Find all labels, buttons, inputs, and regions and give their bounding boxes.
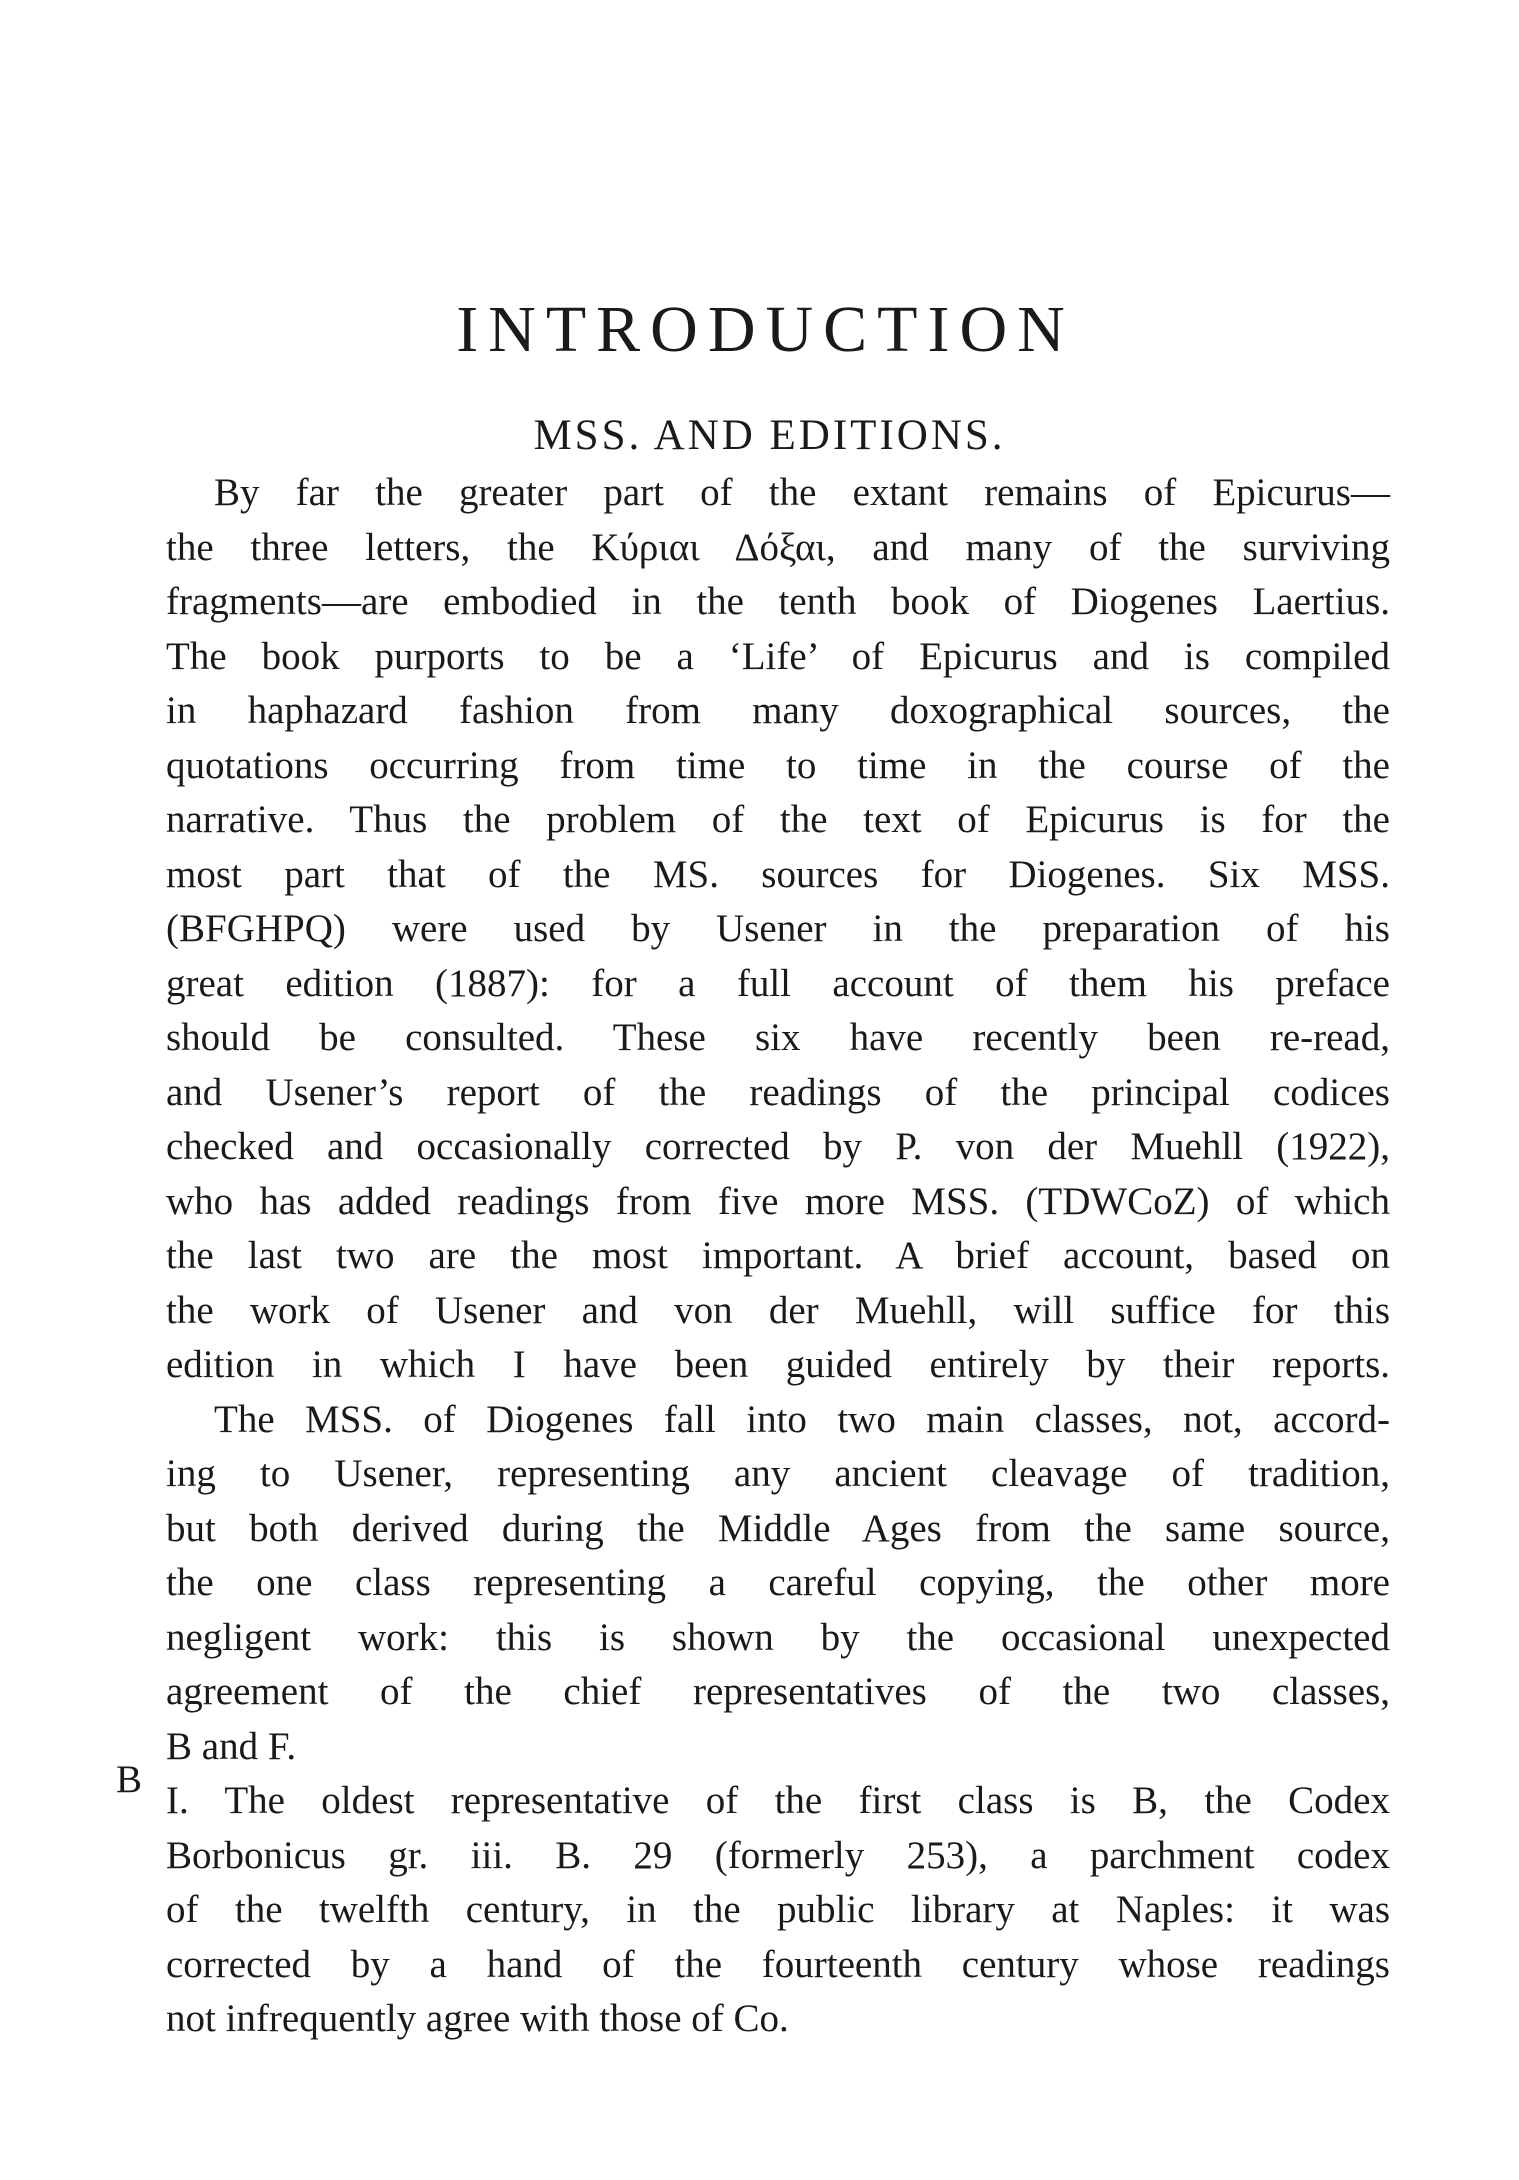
section-subtitle: MSS. AND EDITIONS. (533, 412, 1006, 459)
paragraph-2 (166, 1393, 1390, 1775)
text-line: in haphazard fashion from many doxographical sources, the (166, 689, 1390, 732)
text-line: ing to Usener, representing any ancient cleavage of tradition, (166, 1452, 1390, 1495)
text-line: but both derived during the Middle Ages from the same source, (166, 1506, 1390, 1550)
text-line: B and F. (166, 1724, 297, 1768)
text-line: and Usener’s report of the readings of the principal codices (166, 1070, 1390, 1114)
text-line: not infrequently agree with those of Co. (166, 1997, 789, 2040)
text-line: By far the greater part of the extant remains of Epicurus— (214, 471, 1390, 514)
body-text (166, 466, 1390, 2047)
text-line: of the twelfth century, in the public library at Naples: it was (166, 1888, 1390, 1931)
text-line: the work of Usener and von der Muehll, will suffice for this (166, 1288, 1390, 1332)
text-line: I. The oldest representative of the first class is B, the Codex (166, 1779, 1390, 1822)
text-line: negligent work: this is shown by the occasional unexpected (166, 1615, 1390, 1659)
text-line: the one class representing a careful copying, the other more (166, 1561, 1390, 1604)
text-line: the last two are the most important. A brief account, based on (166, 1234, 1390, 1277)
text-line: Borbonicus gr. iii. B. 29 (formerly 253), a parchment codex (166, 1833, 1390, 1877)
text-line: should be consulted. These six have recently been re-read, (166, 1016, 1390, 1059)
text-line: corrected by a hand of the fourteenth century whose readings (166, 1942, 1390, 1986)
text-line: who has added readings from five more MSS. (TDWCoZ) of which (166, 1179, 1390, 1223)
page-title: INTRODUCTION (456, 293, 1075, 366)
text-line: fragments—are embodied in the tenth book of Diogenes Laertius. (166, 580, 1390, 623)
text-line: great edition (1887): for a full account of them his preface (166, 961, 1390, 1005)
text-line: the three letters, the Κύριαι Δόξαι, and many of the surviving (166, 525, 1390, 569)
text-line: agreement of the chief representatives of the two classes, (166, 1670, 1390, 1713)
margin-label: B (116, 1758, 143, 1801)
text-line: most part that of the MS. sources for Diogenes. Six MSS. (166, 852, 1390, 896)
text-line: The MSS. of Diogenes fall into two main classes, not, accord- (214, 1397, 1390, 1441)
paragraph-3 (166, 1774, 1390, 2047)
text-line: quotations occurring from time to time in the course of the (166, 743, 1390, 787)
text-line: The book purports to be a ‘Life’ of Epicurus and is compiled (166, 634, 1390, 678)
text-line: narrative. Thus the problem of the text of Epicurus is for the (166, 798, 1390, 841)
text-line: (BFGHPQ) were used by Usener in the preparation of his (166, 907, 1390, 950)
text-line: edition in which I have been guided entirely by their reports. (166, 1343, 1390, 1386)
paragraph-1 (166, 466, 1390, 1393)
text-line: checked and occasionally corrected by P. von der Muehll (1922), (166, 1125, 1390, 1168)
